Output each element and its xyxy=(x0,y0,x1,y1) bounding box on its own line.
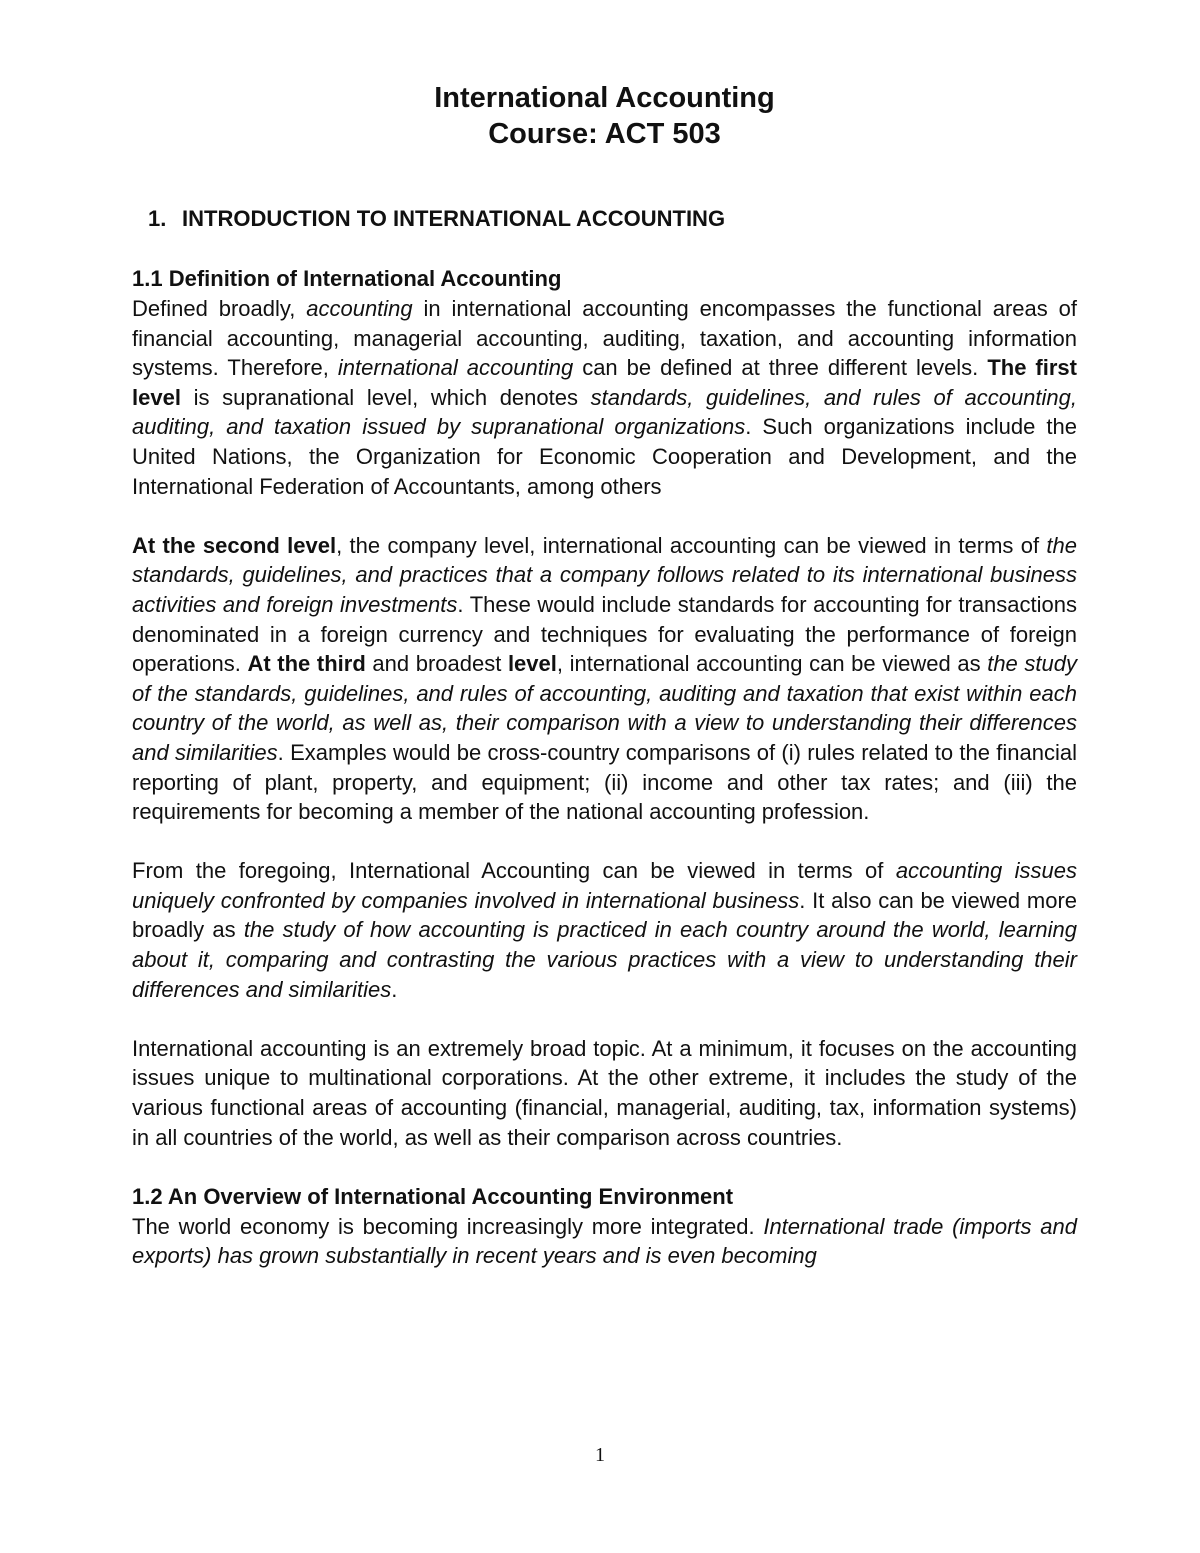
paragraph xyxy=(132,531,1077,827)
bold-text: The first level xyxy=(132,355,1077,410)
paragraph xyxy=(132,294,1077,501)
italic-text: the study of the standards, guidelines, and rules of accounting, auditing and taxation that exist within each country of the world, as well as, their comparison with a view to understanding their differences and similarities xyxy=(132,651,1077,765)
paragraph xyxy=(132,856,1077,1004)
section-heading: 1.1 Definition of International Accounting xyxy=(132,266,562,291)
text-run: , international accounting can be viewed as xyxy=(556,651,988,677)
text-run: . xyxy=(391,976,398,1002)
paragraph xyxy=(132,1212,1077,1271)
chapter-number: 1. xyxy=(148,206,167,231)
text-run: . It also can be viewed more broadly as xyxy=(132,887,1078,943)
page-number: 1 xyxy=(595,1444,605,1466)
course-code: Course: ACT 503 xyxy=(488,118,721,150)
italic-text: international accounting xyxy=(337,355,574,381)
text-run: in international accounting encompasses the functional areas of financial accounting, managerial accounting, auditing, taxation, and accounting information systems. Therefore, xyxy=(132,296,1077,381)
bold-text: level xyxy=(507,651,557,677)
text-run: From the foregoing, International Accounting can be viewed in terms of xyxy=(132,858,896,884)
chapter-title: INTRODUCTION TO INTERNATIONAL ACCOUNTING xyxy=(182,206,726,231)
italic-text: accounting xyxy=(306,296,413,321)
section-overview xyxy=(132,1182,1077,1271)
text-run: is supranational level, which denotes xyxy=(180,384,591,410)
text-run: , the company level, international accounting can be viewed in terms of xyxy=(336,532,1047,558)
text-run: and broadest xyxy=(365,651,508,677)
paragraph xyxy=(132,1034,1077,1152)
section-definition xyxy=(132,264,1077,1152)
text-run: can be defined at three different levels. xyxy=(573,355,988,381)
bold-text: At the third xyxy=(247,651,366,677)
text-run: . Examples would be cross-country comparisons of (i) rules related to the financial reporting of plant, property, and equipment; (ii) income and other tax rates; and (iii) the requirements for becoming a member of the national accounting profession. xyxy=(132,739,1077,825)
text-run: The world economy is becoming increasingly more integrated. xyxy=(132,1213,764,1239)
document-title: International Accounting xyxy=(434,82,775,114)
italic-text: standards, guidelines, and rules of accounting, auditing, and taxation issued by supranational organizations xyxy=(132,384,1077,440)
italic-text: International trade (imports and exports) has grown substantially in recent years and is even becoming xyxy=(132,1213,1077,1269)
document-page xyxy=(132,80,1077,1271)
text-run: International accounting is an extremely broad topic. At a minimum, it focuses on the accounting issues unique to multinational corporations. At the other extreme, it includes the study of the various functional areas of accounting (financial, managerial, auditing, tax, information systems) in all countries of the world, as well as their comparison across countries. xyxy=(132,1035,1077,1150)
text-run: . These would include standards for accounting for transactions denominated in a foreign currency and techniques for evaluating the performance of foreign operations. xyxy=(132,591,1077,677)
text-run: Defined broadly, xyxy=(132,296,307,321)
italic-text: the study of how accounting is practiced in each country around the world, learning about it, comparing and contrasting the various practices with a view to understanding their differences and similarities xyxy=(132,917,1077,1002)
section-heading: 1.2 An Overview of International Accounting Environment xyxy=(132,1183,734,1209)
text-run: . Such organizations include the United Nations, the Organization for Economic Cooperation and Development, and the International Federation of Accountants, among others xyxy=(132,414,1077,499)
italic-text: accounting issues uniquely confronted by companies involved in international business xyxy=(132,858,1077,913)
italic-text: the standards, guidelines, and practices that a company follows related to its international business activities and foreign investments xyxy=(132,532,1077,617)
bold-text: At the second level xyxy=(132,532,337,558)
chapter-heading xyxy=(148,204,1077,234)
